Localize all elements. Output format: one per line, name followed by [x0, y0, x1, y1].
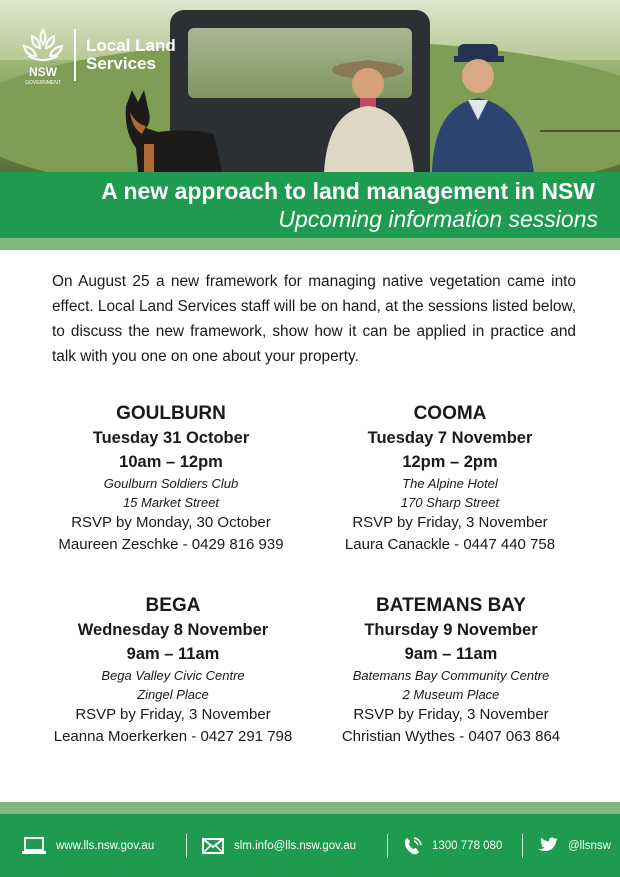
session-rsvp: RSVP by Friday, 3 November	[75, 706, 271, 723]
session-venue: Bega Valley Civic Centre	[101, 668, 245, 683]
session-date: Wednesday 8 November	[77, 621, 269, 639]
session-rsvp: RSVP by Monday, 30 October	[71, 514, 271, 531]
farmer-graphic	[310, 50, 420, 172]
footer-website[interactable]	[22, 814, 154, 877]
session-goulburn	[26, 402, 316, 556]
session-time: 9am – 11am	[126, 645, 220, 663]
page-subtitle: Upcoming information sessions	[278, 206, 598, 232]
page-title: A new approach to land management in NSW	[101, 178, 595, 204]
session-bega	[28, 594, 318, 748]
session-venue: Batemans Bay Community Centre	[352, 668, 550, 683]
session-city: GOULBURN	[116, 403, 226, 424]
session-contact: Laura Canackle - 0447 440 758	[344, 536, 556, 553]
session-contact: Maureen Zeschke - 0429 816 939	[58, 536, 284, 553]
session-batemans-bay	[306, 594, 596, 748]
logo-line-1: Local Land	[86, 36, 176, 55]
session-venue: Goulburn Soldiers Club	[103, 476, 239, 491]
session-rsvp: RSVP by Friday, 3 November	[353, 706, 549, 723]
footer-twitter[interactable]	[536, 814, 611, 877]
session-city: COOMA	[413, 403, 487, 424]
session-contact: Leanna Moerkerken - 0427 291 798	[53, 728, 293, 745]
nsw-wordmark: NSW	[29, 65, 57, 79]
footer-phone[interactable]	[402, 814, 502, 877]
session-contact: Christian Wythes - 0407 063 864	[341, 728, 561, 745]
email-link[interactable]: slm.info@lls.nsw.gov.au	[234, 839, 357, 852]
footer-email[interactable]	[202, 814, 356, 877]
session-rsvp: RSVP by Friday, 3 November	[352, 514, 548, 531]
session-time: 12pm – 2pm	[402, 453, 498, 471]
website-link[interactable]: www.lls.nsw.gov.au	[56, 839, 155, 852]
session-street: Zingel Place	[137, 687, 209, 702]
session-cooma	[305, 402, 595, 556]
session-street: 2 Museum Place	[402, 687, 500, 702]
nsw-lls-logo	[18, 24, 176, 86]
staff-member-graphic	[428, 40, 538, 172]
intro-paragraph: On August 25 a new framework for managing native vegetation came into effect. Local Land Services staff will be on hand, at the sessions listed below, to discuss the new framework, show how it can be applied in practice and talk with you one on one about your property.	[52, 273, 576, 365]
envelope-icon	[202, 838, 224, 854]
session-venue: The Alpine Hotel	[402, 476, 498, 491]
twitter-handle[interactable]: @llsnsw	[568, 839, 611, 852]
waratah-icon	[18, 24, 68, 86]
session-time: 10am – 12pm	[119, 453, 223, 471]
session-city: BEGA	[145, 595, 201, 616]
dog-graphic	[118, 88, 228, 172]
session-time: 9am – 11am	[404, 645, 498, 663]
logo-line-2: Services	[86, 54, 156, 73]
twitter-bird-icon	[536, 837, 558, 855]
session-date: Tuesday 31 October	[92, 429, 250, 447]
phone-icon	[402, 836, 422, 856]
session-street: 170 Sharp Street	[400, 495, 500, 510]
footer	[0, 814, 620, 877]
laptop-icon	[22, 837, 46, 855]
title-band-strip	[0, 238, 620, 250]
phone-number[interactable]: 1300 778 080	[432, 839, 503, 852]
footer-strip	[0, 802, 620, 814]
government-wordmark: GOVERNMENT	[25, 80, 61, 86]
hero-photo	[0, 0, 620, 172]
session-date: Tuesday 7 November	[367, 429, 533, 447]
session-city: BATEMANS BAY	[376, 595, 526, 616]
session-street: 15 Market Street	[122, 495, 220, 510]
session-date: Thursday 9 November	[364, 621, 538, 639]
